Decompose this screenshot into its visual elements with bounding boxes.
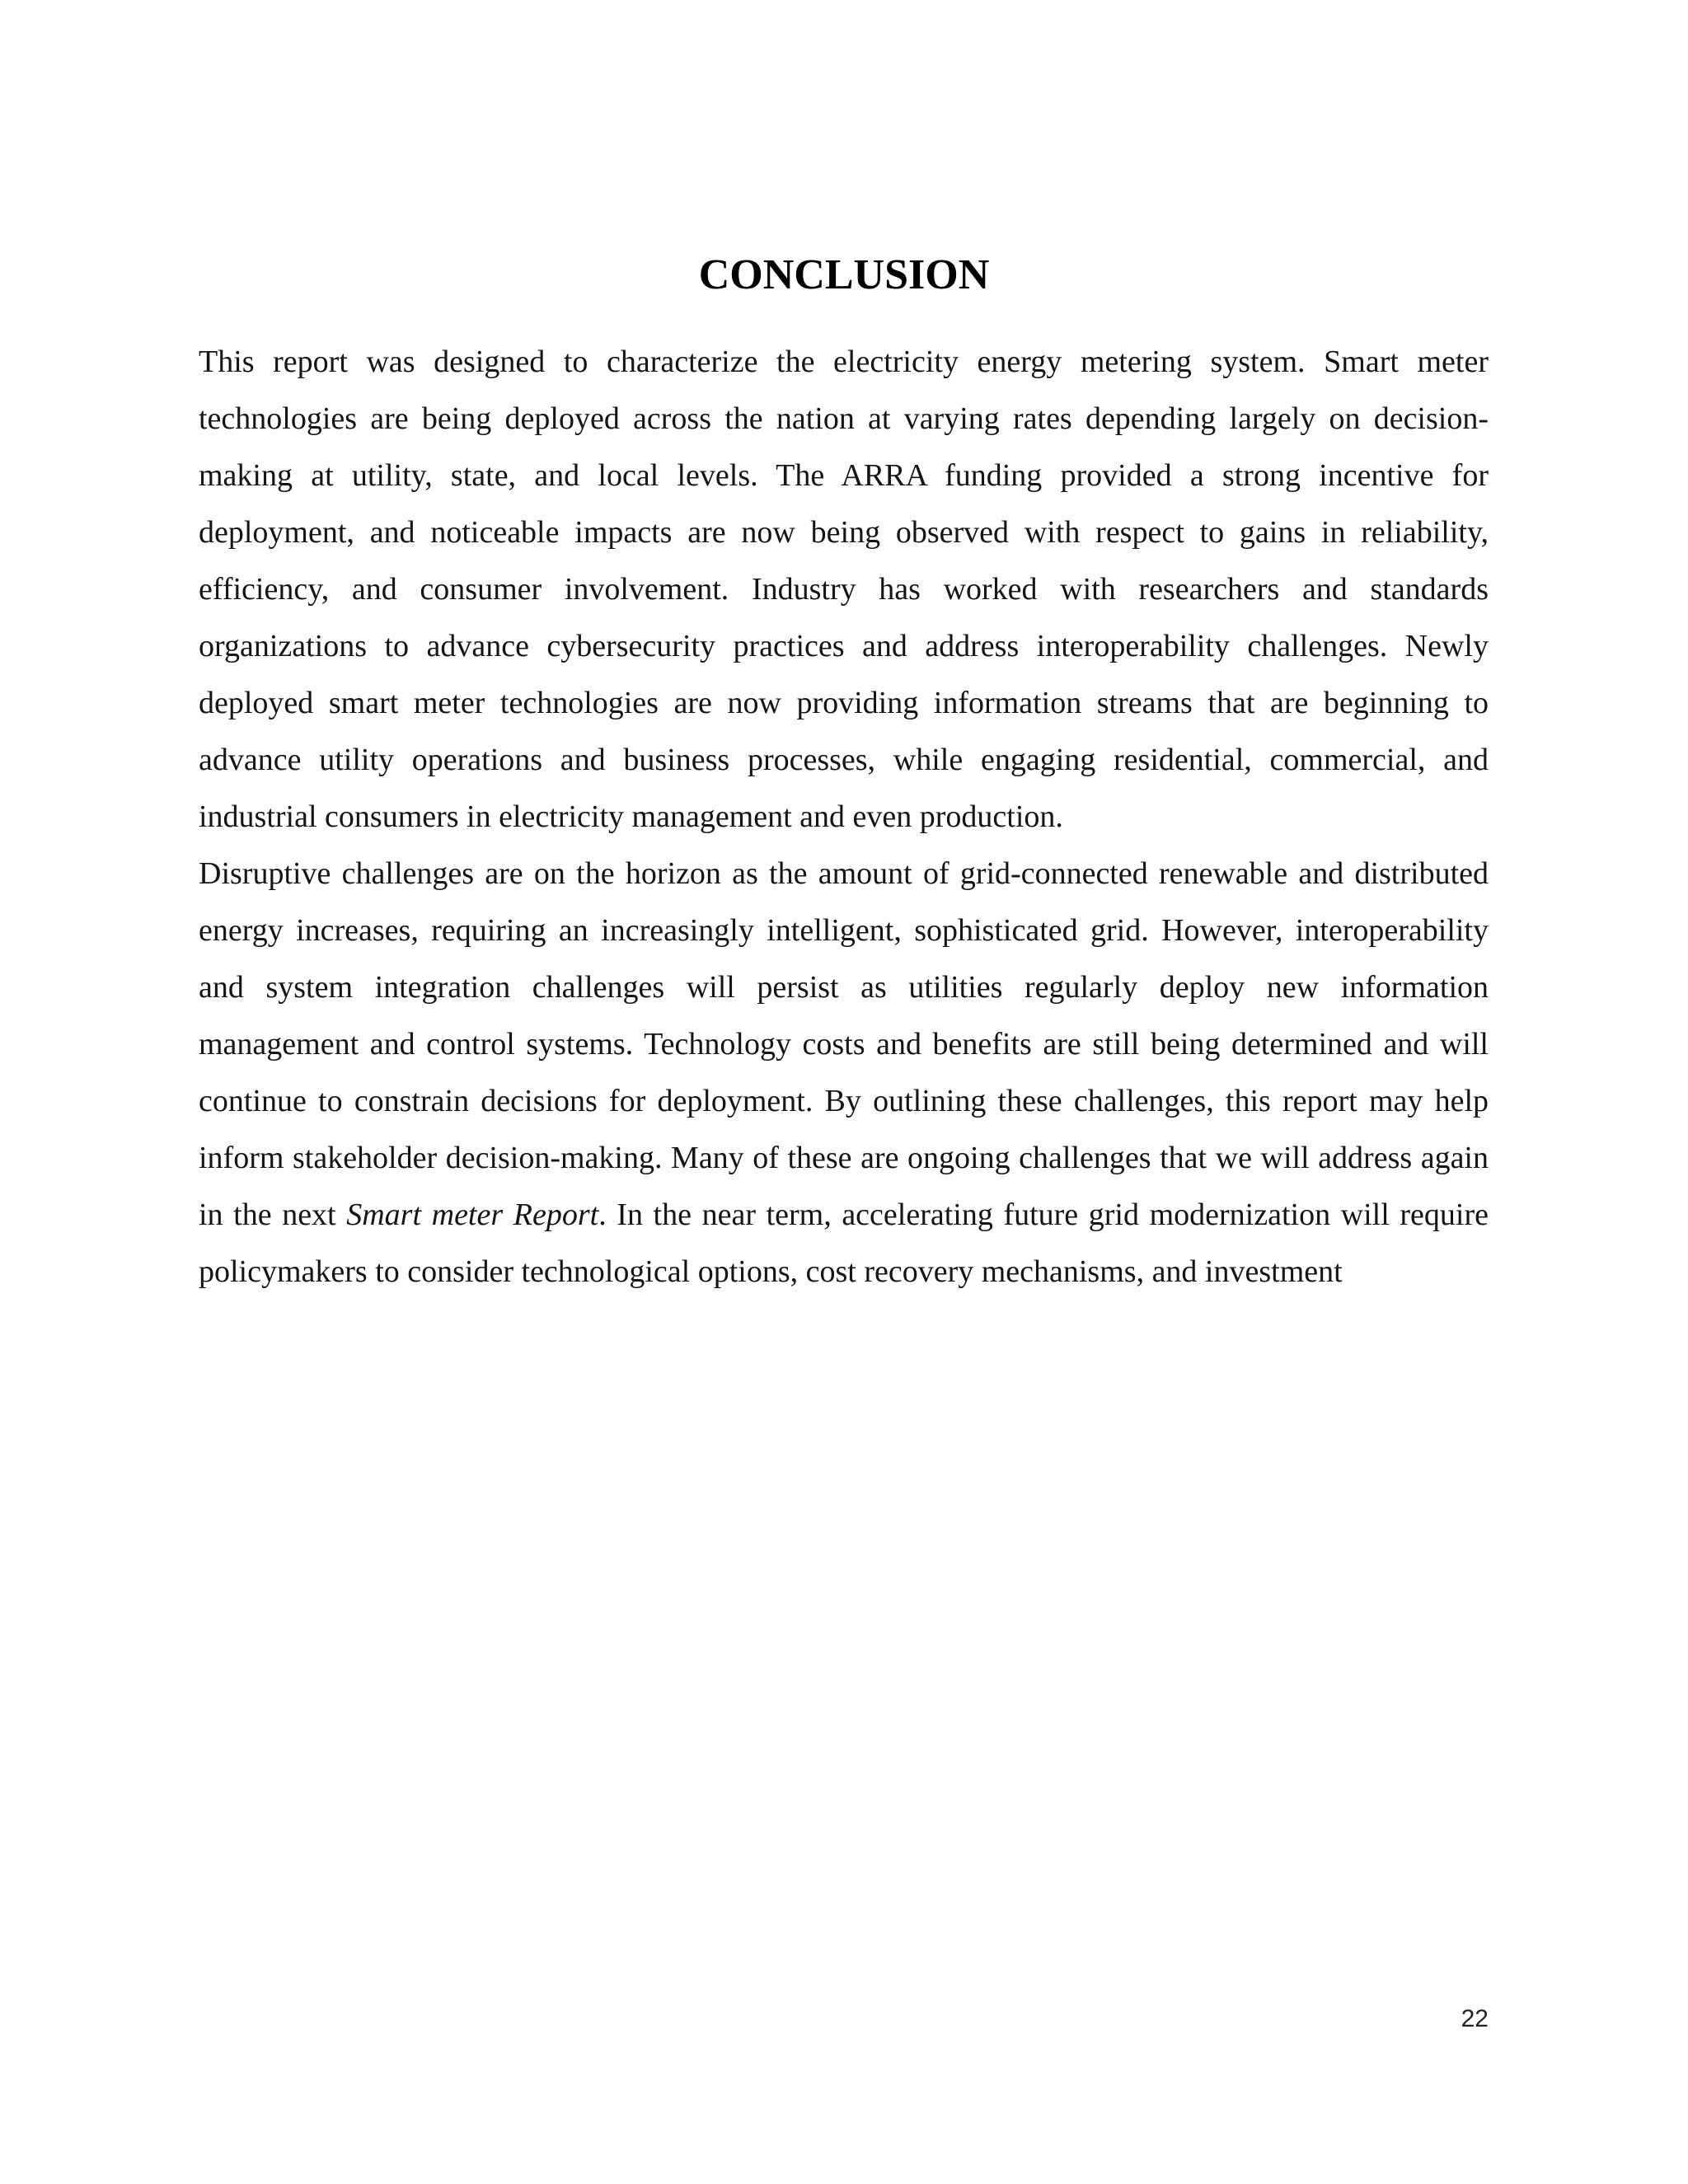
report-title-italic: Smart meter Report bbox=[346, 1197, 599, 1232]
body-text bbox=[199, 334, 1489, 1301]
page-number: 22 bbox=[1461, 2005, 1489, 2032]
paragraph-2-text-end: . In the near term, accelerating future grid modernization will require policymakers to consider technological options, cost recovery mechanisms, and investment bbox=[199, 1197, 1489, 1289]
page-title: CONCLUSION bbox=[698, 251, 990, 298]
paragraph-2 bbox=[199, 846, 1489, 1301]
paragraph-2-text-start: Disruptive challenges are on the horizon as the amount of grid-connected renewable and distributed energy increases, requiring an increasingly intelligent, sophisticated grid. However, interoperability and system integration challenges will persist as utilities regularly deploy new information management and control systems. Technology costs and benefits are still being determined and will continue to constrain decisions for deployment. By outlining these challenges, this report may help inform stakeholder decision-making. Many of these are ongoing challenges that we will address again in the next bbox=[199, 856, 1489, 1232]
paragraph-1: This report was designed to characterize the electricity energy metering system. Smart meter technologies are being deployed across the nation at varying rates depending largely on decision-making at utility, state, and local levels. The ARRA funding provided a strong incentive for deployment, and noticeable impacts are now being observed with respect to gains in reliability, efficiency, and consumer involvement. Industry has worked with researchers and standards organizations to advance cybersecurity practices and address interoperability challenges. Newly deployed smart meter technologies are now providing information streams that are beginning to advance utility operations and business processes, while engaging residential, commercial, and industrial consumers in electricity management and even production. bbox=[199, 344, 1489, 834]
